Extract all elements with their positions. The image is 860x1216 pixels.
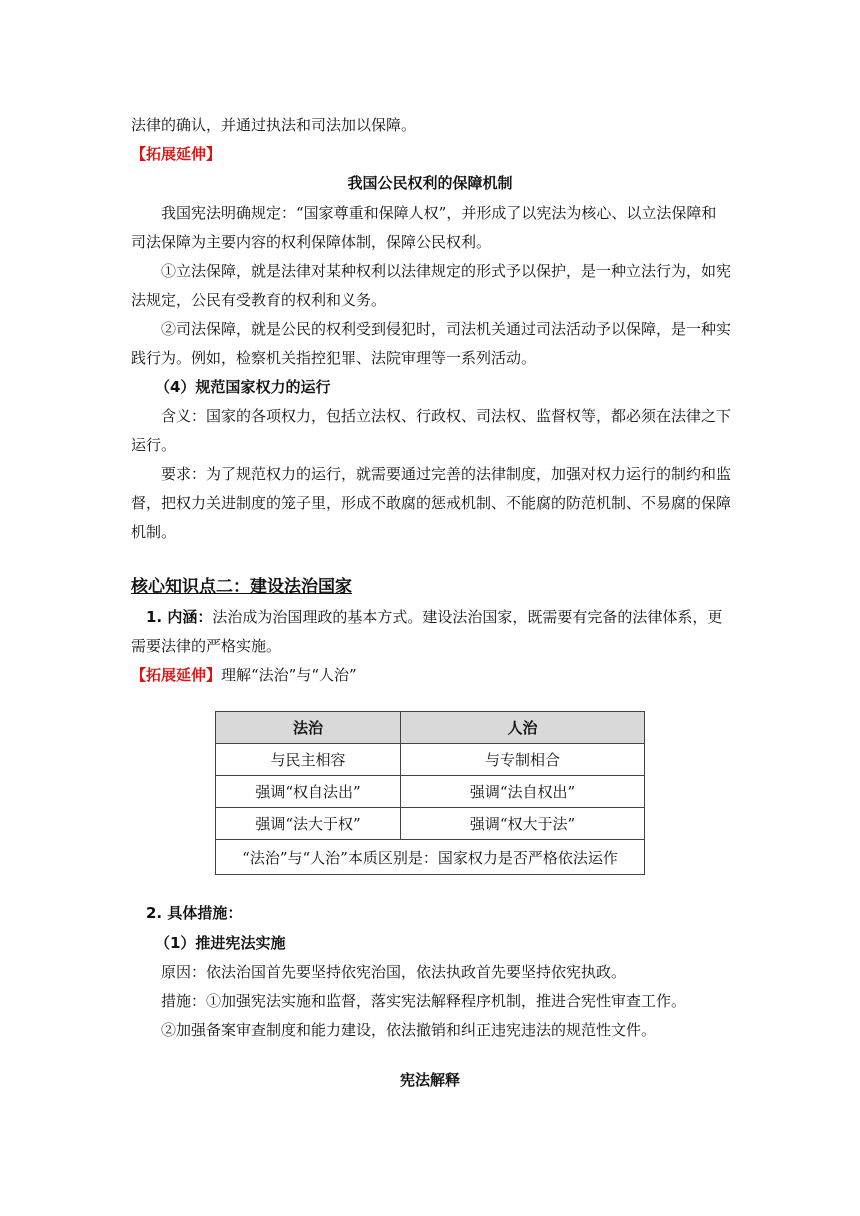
text-line: 法律的确认，并通过执法和司法加以保障。 xyxy=(131,116,417,134)
paragraph-line: 需要法律的严格实施。 xyxy=(131,637,282,655)
core-heading: 核心知识点二：建设法治国家 xyxy=(131,577,352,597)
paragraph-line: 督，把权力关进制度的笼子里，形成不敢腐的惩戒机制、不能腐的防范机制、不易腐的保障 xyxy=(131,494,732,512)
paragraph-line xyxy=(146,607,722,627)
table-header-cell: 法治 xyxy=(216,712,401,744)
section-title: 宪法解释 xyxy=(399,1071,460,1089)
extension-label: 【拓展延伸】 xyxy=(131,145,222,163)
paragraph-line: 原因：依法治国首先要坚持依宪治国，依法执政首先要坚持依宪执政。 xyxy=(161,963,627,981)
table-footer-row xyxy=(216,840,645,875)
paragraph-line: 法规定，公民有受教育的权利和义务。 xyxy=(131,291,387,309)
subheading: （1）推进宪法实施 xyxy=(155,934,286,952)
paragraph-line: 运行。 xyxy=(131,436,177,454)
paragraph-line: ②加强备案审查制度和能力建设，依法撤销和纠正违宪违法的规范性文件。 xyxy=(161,1021,657,1039)
table-cell: 与民主相容 xyxy=(216,744,401,776)
paragraph-line xyxy=(131,665,357,685)
table-cell: 强调“法自权出” xyxy=(401,776,645,808)
table-row xyxy=(216,744,645,776)
item-label: 1. 内涵： xyxy=(146,608,213,626)
paragraph-line: ①立法保障，就是法律对某种权利以法律规定的形式予以保护，是一种立法行为，如宪 xyxy=(161,262,732,280)
paragraph-line: 我国宪法明确规定：“国家尊重和保障人权”，并形成了以宪法为核心、以立法保障和 xyxy=(161,204,717,222)
paragraph-line: 司法保障为主要内容的权利保障体制，保障公民权利。 xyxy=(131,233,492,251)
table-cell: 强调“权自法出” xyxy=(216,776,401,808)
table-footer-cell: “法治”与“人治”本质区别是：国家权力是否严格依法运作 xyxy=(216,840,645,875)
paragraph-line: 措施：①加强宪法实施和监督，落实宪法解释程序机制，推进合宪性审查工作。 xyxy=(161,992,687,1010)
extension-label: 【拓展延伸】 xyxy=(131,666,222,684)
comparison-table xyxy=(215,711,645,875)
paragraph-line: 践行为。例如，检察机关指控犯罪、法院审理等一系列活动。 xyxy=(131,349,537,367)
subheading: （4）规范国家权力的运行 xyxy=(155,378,331,396)
item-text: 法治成为治国理政的基本方式。建设法治国家，既需要有完备的法律体系，更 xyxy=(212,608,723,626)
paragraph-line: ②司法保障，就是公民的权利受到侵犯时，司法机关通过司法活动予以保障，是一种实 xyxy=(161,320,732,338)
paragraph-line: 机制。 xyxy=(131,523,177,541)
table-row xyxy=(216,808,645,840)
table-cell: 与专制相合 xyxy=(401,744,645,776)
table-cell: 强调“法大于权” xyxy=(216,808,401,840)
subheading: 2. 具体措施： xyxy=(146,904,243,922)
table-header-cell: 人治 xyxy=(401,712,645,744)
table-cell: 强调“权大于法” xyxy=(401,808,645,840)
paragraph-line: 要求：为了规范权力的运行，就需要通过完善的法律制度，加强对权力运行的制约和监 xyxy=(161,465,732,483)
extension-text: 理解“法治”与“人治” xyxy=(221,666,357,684)
paragraph-line: 含义：国家的各项权力，包括立法权、行政权、司法权、监督权等，都必须在法律之下 xyxy=(161,407,732,425)
table-row xyxy=(216,776,645,808)
section-title: 我国公民权利的保障机制 xyxy=(347,174,513,192)
table-header-row xyxy=(216,712,645,744)
